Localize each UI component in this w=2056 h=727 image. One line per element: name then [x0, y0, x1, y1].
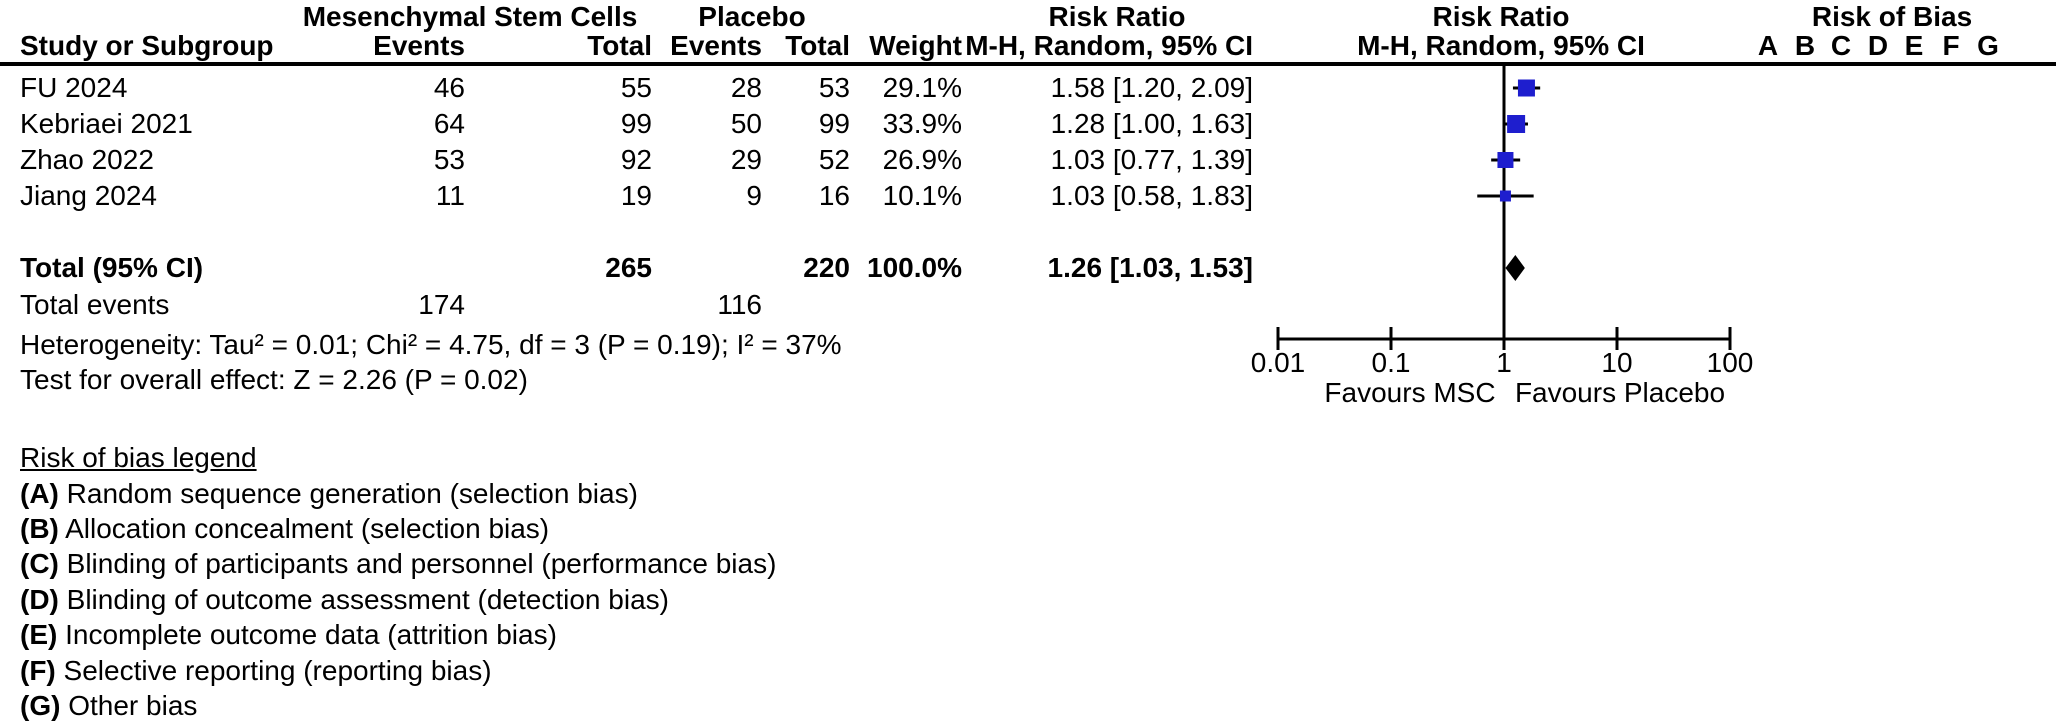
- group-header-risk-of-bias: Risk of Bias: [1811, 1, 1973, 32]
- favours-right-label: Favours Placebo: [1514, 377, 1726, 408]
- rob-letter-d: D: [1867, 30, 1889, 61]
- study-placebo-total: 53: [818, 72, 850, 103]
- study-weight: 33.9%: [882, 108, 962, 139]
- study-weight: 29.1%: [882, 72, 962, 103]
- summary-diamond: [1505, 255, 1524, 281]
- rob-legend-title: Risk of bias legend: [20, 442, 257, 473]
- rob-legend-item-text: Other bias: [68, 690, 198, 721]
- rob-letter-c: C: [1830, 30, 1852, 61]
- col-header-mh-plot: M-H, Random, 95% CI: [1357, 30, 1645, 61]
- study-weight: 26.9%: [882, 144, 962, 175]
- study-placebo-events: 28: [730, 72, 762, 103]
- group-header-risk-ratio-plot: Risk Ratio: [1432, 1, 1570, 32]
- rob-legend-item: [20, 688, 1220, 724]
- study-weight: 10.1%: [882, 180, 962, 211]
- rob-letter-e: E: [1904, 30, 1924, 61]
- study-placebo-total: 16: [818, 180, 850, 211]
- total-events-placebo: 116: [717, 289, 762, 320]
- total-events-msc: 174: [418, 289, 465, 320]
- study-square: [1518, 80, 1535, 97]
- rob-legend-item-text: Incomplete outcome data (attrition bias): [65, 619, 557, 650]
- study-msc-total: 19: [620, 180, 652, 211]
- group-header-risk-ratio-text: Risk Ratio: [1048, 1, 1186, 32]
- rob-legend-item-text: Random sequence generation (selection bias): [66, 478, 638, 509]
- study-rr-ci: 1.03 [0.58, 1.83]: [1050, 180, 1253, 211]
- study-msc-events: 64: [433, 108, 465, 139]
- rob-legend-item: [20, 511, 1220, 547]
- col-header-mh-text: M-H, Random, 95% CI: [965, 30, 1253, 61]
- header-divider-line: [0, 62, 2056, 66]
- heterogeneity-text: Heterogeneity: Tau² = 0.01; Chi² = 4.75, df = 3 (P = 0.19); I² = 37%: [20, 329, 842, 360]
- axis-tick-label: 100: [1706, 347, 1754, 378]
- axis-tick-label: 0.1: [1371, 347, 1411, 378]
- rob-legend-item-prefix: (G): [20, 690, 61, 721]
- axis-tick-label: 0.01: [1250, 347, 1306, 378]
- group-header-msc: Mesenchymal Stem Cells: [302, 1, 638, 32]
- rob-legend-item-text: Selective reporting (reporting bias): [63, 655, 492, 686]
- group-header-placebo: Placebo: [698, 1, 806, 32]
- rob-legend-item-text: Allocation concealment (selection bias): [65, 513, 550, 544]
- study-name: Jiang 2024: [20, 180, 158, 211]
- col-header-msc-total: Total: [587, 30, 652, 61]
- col-header-weight: Weight: [869, 30, 962, 61]
- study-placebo-total: 52: [818, 144, 850, 175]
- rob-legend-item: [20, 653, 1220, 689]
- study-rr-ci: 1.28 [1.00, 1.63]: [1050, 108, 1253, 139]
- study-msc-events: 11: [435, 180, 465, 211]
- rob-letter-b: B: [1794, 30, 1816, 61]
- study-placebo-events: 9: [746, 180, 762, 211]
- col-header-placebo-total: Total: [785, 30, 850, 61]
- study-rr-ci: 1.58 [1.20, 2.09]: [1050, 72, 1253, 103]
- study-square: [1497, 152, 1513, 168]
- study-placebo-events: 29: [730, 144, 762, 175]
- rob-legend-item-prefix: (A): [20, 478, 59, 509]
- col-header-msc-events: Events: [373, 30, 465, 61]
- rob-legend-item-prefix: (C): [20, 548, 59, 579]
- study-msc-total: 99: [620, 108, 652, 139]
- rob-legend-item-prefix: (B): [20, 513, 59, 544]
- study-name: Zhao 2022: [20, 144, 154, 175]
- rob-legend-item: [20, 617, 1220, 653]
- study-square: [1500, 191, 1511, 202]
- study-msc-total: 55: [620, 72, 652, 103]
- rob-legend-item-prefix: (E): [20, 619, 58, 650]
- rob-legend-item: [20, 582, 1220, 618]
- total-weight: 100.0%: [867, 252, 962, 283]
- favours-left-label: Favours MSC: [1324, 377, 1496, 408]
- col-header-study: Study or Subgroup: [20, 30, 274, 61]
- rob-letter-f: F: [1942, 30, 1960, 61]
- overall-effect-text: Test for overall effect: Z = 2.26 (P = 0.02): [20, 364, 528, 395]
- rob-legend-item-prefix: (D): [20, 584, 59, 615]
- rob-legend-item: [20, 476, 1220, 512]
- study-placebo-events: 50: [730, 108, 762, 139]
- rob-letter-a: A: [1757, 30, 1779, 61]
- axis-tick-label: 1: [1496, 347, 1512, 378]
- study-msc-total: 92: [620, 144, 652, 175]
- study-msc-events: 53: [433, 144, 465, 175]
- study-square: [1507, 115, 1525, 133]
- total-placebo-total: 220: [803, 252, 850, 283]
- col-header-placebo-events: Events: [670, 30, 762, 61]
- rob-letter-g: G: [1977, 30, 1999, 61]
- rob-legend-item-text: Blinding of outcome assessment (detection bias): [66, 584, 669, 615]
- total-label: Total (95% CI): [20, 252, 204, 283]
- rob-legend-item-prefix: (F): [20, 655, 56, 686]
- axis-tick-label: 10: [1601, 347, 1633, 378]
- study-name: FU 2024: [20, 72, 128, 103]
- total-rr-ci: 1.26 [1.03, 1.53]: [1047, 252, 1253, 283]
- study-msc-events: 46: [433, 72, 465, 103]
- total-events-label: Total events: [20, 289, 170, 320]
- study-rr-ci: 1.03 [0.77, 1.39]: [1050, 144, 1253, 175]
- study-name: Kebriaei 2021: [20, 108, 193, 139]
- rob-legend-item-text: Blinding of participants and personnel (performance bias): [66, 548, 777, 579]
- rob-legend-item: [20, 546, 1220, 582]
- total-msc-total: 265: [605, 252, 652, 283]
- study-placebo-total: 99: [818, 108, 850, 139]
